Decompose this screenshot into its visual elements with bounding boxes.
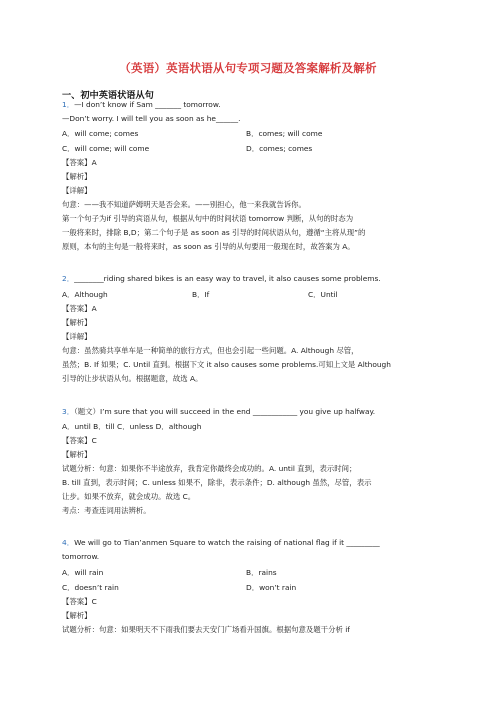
question-2-explanation-3: 引导的让步状语从句。根据题意，故选 A。: [62, 374, 203, 383]
question-4-stem-line2: tomorrow.: [62, 552, 100, 561]
question-3-stem: 3．（题文）I’m sure that you will succeed in the end ____________ you give up halfway.: [62, 407, 376, 416]
document-title: （英语）英语状语从句专项习题及答案解析及解析: [119, 61, 377, 75]
question-4-option-c: C．doesn’t rain: [62, 583, 119, 592]
question-3-explanation-2: B. till 直到，表示时间；C. unless 如果不，除非，表示条件；D. although 虽然，尽管，表示: [62, 478, 372, 487]
question-2-stem: 2．________riding shared bikes is an easy way to travel, it also causes some problems.: [62, 274, 381, 283]
question-3-options: A．until B．till C．unless D．although: [62, 422, 202, 431]
question-number: 4．: [62, 538, 75, 547]
question-2-answer: 【答案】A: [62, 304, 97, 313]
question-4-explanation-1: 试题分析：句意：如果明天不下雨我们要去天安门广场看升国旗。根据句意及题干分析 if: [62, 625, 350, 634]
question-number: 3．: [62, 407, 75, 416]
question-1-explanation-4: 原则，本句的主句是一般将来时，as soon as 引导的从句要用一般现在时，故答案为 A。: [62, 242, 355, 251]
question-1-option-b: B．comes; will come: [246, 129, 323, 138]
question-4-option-b: B．rains: [246, 568, 277, 577]
question-3-explanation-4: 考点：考查连词用法辨析。: [62, 506, 151, 515]
question-1-answer: 【答案】A: [62, 158, 97, 167]
section-heading: 一、初中英语状语从句: [62, 90, 154, 101]
question-1-analysis-label: 【解析】: [62, 172, 92, 181]
question-3-explanation-3: 让步。如果不放弃，就会成功。故选 C。: [62, 492, 196, 501]
question-3-explanation-1: 试题分析：句意：如果你不半途放弃，我肯定你最终会成功的。A. until 直到，表示时间；: [62, 464, 357, 473]
question-2-option-b: B．If: [192, 290, 210, 299]
question-2-option-a: A．Although: [62, 290, 108, 299]
question-1-explanation-2: 第一个句子为if 引导的宾语从句，根据从句中的时间状语 tomorrow 判断，从句的时态为: [62, 214, 354, 223]
question-4-stem: 4．We will go to Tian’anmen Square to watch the raising of national flag if it _________: [62, 538, 380, 547]
question-3-analysis-label: 【解析】: [62, 450, 92, 459]
question-4-analysis-label: 【解析】: [62, 611, 92, 620]
question-1-option-c: C．will come; will come: [62, 144, 150, 153]
question-4-answer: 【答案】C: [62, 597, 97, 606]
question-1-stem: 1．—I don’t know if Sam _______ tomorrow.: [62, 100, 221, 109]
question-1-explanation-1: 句意：——我不知道萨姆明天是否会来。——别担心，他一来我就告诉你。: [62, 200, 306, 209]
question-2-explanation-1: 句意：虽然骑共享单车是一种简单的旅行方式，但也会引起一些问题。A. Although 尽管，: [62, 346, 359, 355]
question-3-answer: 【答案】C: [62, 436, 97, 445]
question-1-option-d: D．comes; comes: [246, 144, 313, 153]
question-2-analysis-label: 【解析】: [62, 318, 92, 327]
question-1-detail-label: 【详解】: [62, 186, 92, 195]
question-4-option-d: D．won’t rain: [246, 583, 297, 592]
question-1-stem-line2: —Don’t worry. I will tell you as soon as he______.: [62, 114, 241, 123]
question-2-option-c: C．Until: [308, 290, 338, 299]
question-number: 2．: [62, 274, 75, 283]
question-2-explanation-2: 虽然；B. If 如果；C. Until 直到。根据下文 it also causes some problems.可知上文是 Although: [62, 360, 391, 369]
question-number: 1．: [62, 100, 75, 109]
question-1-option-a: A．will come; comes: [62, 129, 139, 138]
question-1-explanation-3: 一般将来时，排除 B,D；第二个句子是 as soon as 引导的时间状语从句，遵循“主将从现”的: [62, 228, 366, 237]
question-2-detail-label: 【详解】: [62, 332, 92, 341]
question-4-option-a: A．will rain: [62, 568, 104, 577]
